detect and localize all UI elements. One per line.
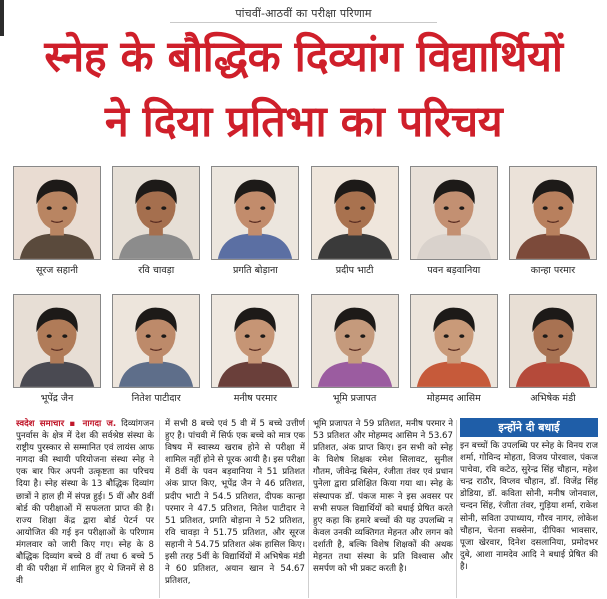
headline-line-2: ने दिया प्रतिभा का परिचय [104, 97, 503, 147]
student-card [210, 166, 300, 290]
student-photo [14, 167, 100, 259]
student-card [310, 294, 400, 418]
student-card [508, 166, 598, 290]
column-divider [308, 420, 309, 598]
student-photo [113, 295, 199, 387]
article-column-2: में सभी 8 बच्चे एवं 5 वी में 5 बच्चे उत्तीर्ण हुए है। पांचवी में सिर्फ एक बच्चे को मात्र एक विषय में स्वास्थ्य खराब होने से परीक्षा में शामिल नहीं होने से पूरक आयी है। इस परीक्षा में 8वीं के पवन बड़वानिया ने 51 प्रतिशत अंक प्राप्त किए, भूपेंद्र जैन ने 46 प्रतिशत, प्रदीप भाटी ने 54.5 प्रतिशत, दीपक कान्हा परमार ने 47.5 प्रतिशत, नितेश पाटीदार ने 51 प्रतिशत, प्रगति बोड़ाना ने 52 प्रतिशत, रवि चावड़ा ने 51.75 प्रतिशत, और सूरज सहानी ने 54.75 प्रतिशत अंक हासिल किए। इसी तरह 5वीं के विद्यार्थियों में अभिषेक मंडी ने 60 प्रतिशत, अयान खान ने 54.67 प्रतिशत, [165, 419, 305, 587]
byline: स्वदेश समाचार ▪ नागदा ज. [16, 419, 117, 429]
photo-frame [410, 294, 498, 388]
article-column-3: भूमि प्रजापत ने 59 प्रतिशत, मनीष परमार ने 53 प्रतिशत और मोहम्मद आसिम ने 53.67 प्रतिशत, अंक प्राप्त किए। इन सभी को स्नेह के विशेष शिक्षक रमेश सिलावट, सुनील गौतम, जीवेन्द्र बिसेन, रंजीता तंवर एवं प्रधान पुनेला द्वारा प्रशिक्षित किया गया था। स्नेह के संस्थापक डॉ. पंकज मारू ने इस अवसर पर सभी सफल विद्यार्थियों को बधाई प्रेषित करते हुए कहा कि हमारे बच्चों की यह उपलब्धि न केवल उनकी व्यक्तिगत मेहनत और लगन को दर्शाती है, बल्कि विशेष शिक्षकों की अथक मेहनत तथा संस्था के प्रति विश्वास और समर्पण को भी प्रकट करती है। [313, 419, 453, 575]
photo-frame [311, 166, 399, 260]
article-column-1 [16, 418, 154, 598]
student-card [12, 166, 102, 290]
student-name: अभिषेक मंडी [530, 393, 576, 404]
photo-frame [112, 166, 200, 260]
congratulations-column: इन बच्चों कि उपलब्धि पर स्नेह के विनय राज शर्मा, गोविन्द मोहता, विजय पोरवाल, पंकज पाचेवा, रवि कटेठ, सुरेन्द्र सिंह चौहान, महेश चन्द्र राठौर, विप्लव चौहान, डॉ. विजेंद्र सिंह डोडिया, डॉ. कविता सोनी, मनीष जोनवाल, चन्दन सिंह, रंजीता तंवर, गुड़िया शर्मा, राकेश सोनी, सविता उपाध्याय, गौरव नागर, लोकेश चौहान, चेतना सक्सेना, दीपिका भावसार, पूजा खेरवार, दिनेश दसलानिया, प्रमोदभर दुबे, आशा नामदेव आदि ने बधाई प्रेषित की है। [460, 441, 598, 572]
photo-frame [112, 294, 200, 388]
student-card [12, 294, 102, 418]
student-name: पवन बड़वानिया [427, 265, 481, 276]
student-name: मनीष परमार [233, 393, 277, 404]
student-photo [113, 167, 199, 259]
student-photo [510, 167, 596, 259]
student-name: सूरज सहानी [35, 265, 79, 276]
student-photo [14, 295, 100, 387]
headline-line-1: स्नेह के बौद्धिक दिव्यांग विद्यार्थियों [44, 32, 563, 82]
student-card [210, 294, 300, 418]
student-photo-grid [12, 166, 598, 418]
photo-frame [509, 294, 597, 388]
student-photo [411, 295, 497, 387]
student-photo [312, 167, 398, 259]
student-card [409, 166, 499, 290]
student-photo [510, 295, 596, 387]
photo-frame [311, 294, 399, 388]
photo-frame [211, 166, 299, 260]
student-name: प्रगति बोड़ाना [232, 265, 278, 276]
column-divider [456, 420, 457, 598]
photo-frame [13, 166, 101, 260]
photo-frame [211, 294, 299, 388]
student-card [111, 294, 201, 418]
photo-row-bottom [12, 294, 598, 418]
student-card [310, 166, 400, 290]
student-card [508, 294, 598, 418]
student-card [111, 166, 201, 290]
photo-frame [410, 166, 498, 260]
photo-frame [13, 294, 101, 388]
student-name: मोहम्मद आसिम [426, 393, 481, 404]
column-divider [159, 420, 160, 598]
photo-frame [509, 166, 597, 260]
student-name: भूपेंद्र जैन [40, 393, 74, 404]
student-photo [212, 167, 298, 259]
student-photo [411, 167, 497, 259]
article-text-1: दिव्यांगजन पुनर्वास के क्षेत्र में देश की सर्वश्रेष्ठ संस्था के राष्ट्रीय पुरस्कार से सम्मानित एवं लायंस आफ नागदा की स्थायी परियोजना संस्था स्नेह ने एक बार फिर अपनी उत्कृष्टता का परिचय दिया है। स्नेह संस्था के 13 बौद्धिक दिव्यांग छात्रों ने हाल ही में संपन्न हुई। 5 वीं और 8वीं बोर्ड की परीक्षाओं में सफलता प्राप्त की है। राज्य शिक्षा केंद्र द्वारा बोर्ड पेटर्न पर आयोजित की गई इन परीक्षाओं के परिणाम मंगलवार को जारी किए गए। स्नेह के 8 बौद्धिक दिव्यांग बच्चे 8 वीं तथा 6 बच्चे 5 वी की परीक्षा में शामिल हुए थे जिनमें से 8 वी [16, 419, 154, 587]
student-photo [212, 295, 298, 387]
student-card [409, 294, 499, 418]
photo-row-top [12, 166, 598, 290]
student-name: प्रदीप भाटी [335, 265, 374, 276]
student-name: नितेश पाटीदार [131, 393, 181, 404]
sidebar-heading: इन्होंने दी बधाई [460, 418, 598, 437]
section-kicker: पांचवीं-आठवीं का परीक्षा परिणाम [235, 7, 372, 20]
student-name: रवि चावड़ा [138, 265, 175, 276]
student-name: भूमि प्रजापत [332, 393, 377, 404]
student-photo [312, 295, 398, 387]
student-name: कान्हा परमार [530, 265, 576, 276]
kicker-divider [170, 22, 437, 23]
